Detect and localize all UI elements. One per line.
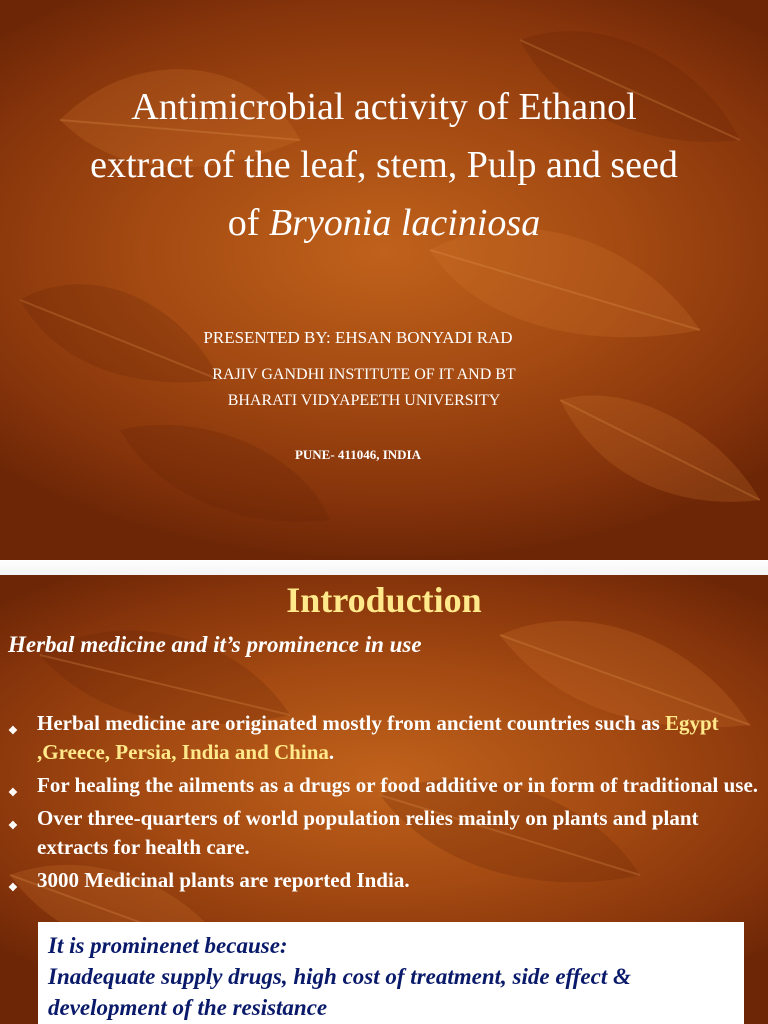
diamond-bullet-icon: ❖ xyxy=(8,725,18,737)
institute-name: RAJIV GANDHI INSTITUTE OF IT AND BT xyxy=(212,366,516,383)
slide-heading: Introduction xyxy=(286,580,482,620)
title-prefix: of xyxy=(227,202,269,244)
list-item xyxy=(8,866,758,895)
title-line-1: Antimicrobial activity of Ethanol xyxy=(131,86,637,128)
affiliation xyxy=(0,362,728,414)
title-line-2: extract of the leaf, stem, Pulp and seed xyxy=(90,144,678,186)
university-name: BHARATI VIDYAPEETH UNIVERSITY xyxy=(227,392,501,409)
list-item xyxy=(8,771,758,800)
bullet-text: Over three-quarters of world population relies mainly on plants and plant extracts for health care. xyxy=(37,806,699,859)
bullet-text-end: . xyxy=(328,740,335,764)
bullet-text: 3000 Medicinal plants are reported India. xyxy=(37,868,410,892)
bullet-text: For healing the ailments as a drugs or food additive or in form of traditional use. xyxy=(37,773,759,797)
callout-box xyxy=(38,922,744,1024)
diamond-bullet-icon: ❖ xyxy=(8,882,18,894)
list-item xyxy=(8,709,758,767)
callout-text: Inadequate supply drugs, high cost of treatment, side effect & development of the resistance xyxy=(48,964,631,1020)
diamond-bullet-icon: ❖ xyxy=(8,820,18,832)
bullet-list xyxy=(8,709,758,899)
slide-separator xyxy=(0,560,768,575)
bullet-text: Herbal medicine are originated mostly from ancient countries such as xyxy=(37,711,665,735)
species-name: Bryonia laciniosa xyxy=(268,202,541,244)
city-line: PUNE- 411046, INDIA xyxy=(294,447,422,462)
presenter-line: PRESENTED BY: EHSAN BONYADI RAD xyxy=(203,328,513,347)
presentation-title xyxy=(0,78,768,252)
title-line-3 xyxy=(0,194,768,252)
slide-subtitle: Herbal medicine and it’s prominence in use xyxy=(8,632,422,657)
introduction-slide xyxy=(0,575,768,1024)
callout-heading: It is prominenet because: xyxy=(48,933,288,958)
diamond-bullet-icon: ❖ xyxy=(8,787,18,799)
countries-highlight: Egypt ,Greece, Persia, India and China xyxy=(37,711,719,764)
list-item xyxy=(8,804,758,862)
